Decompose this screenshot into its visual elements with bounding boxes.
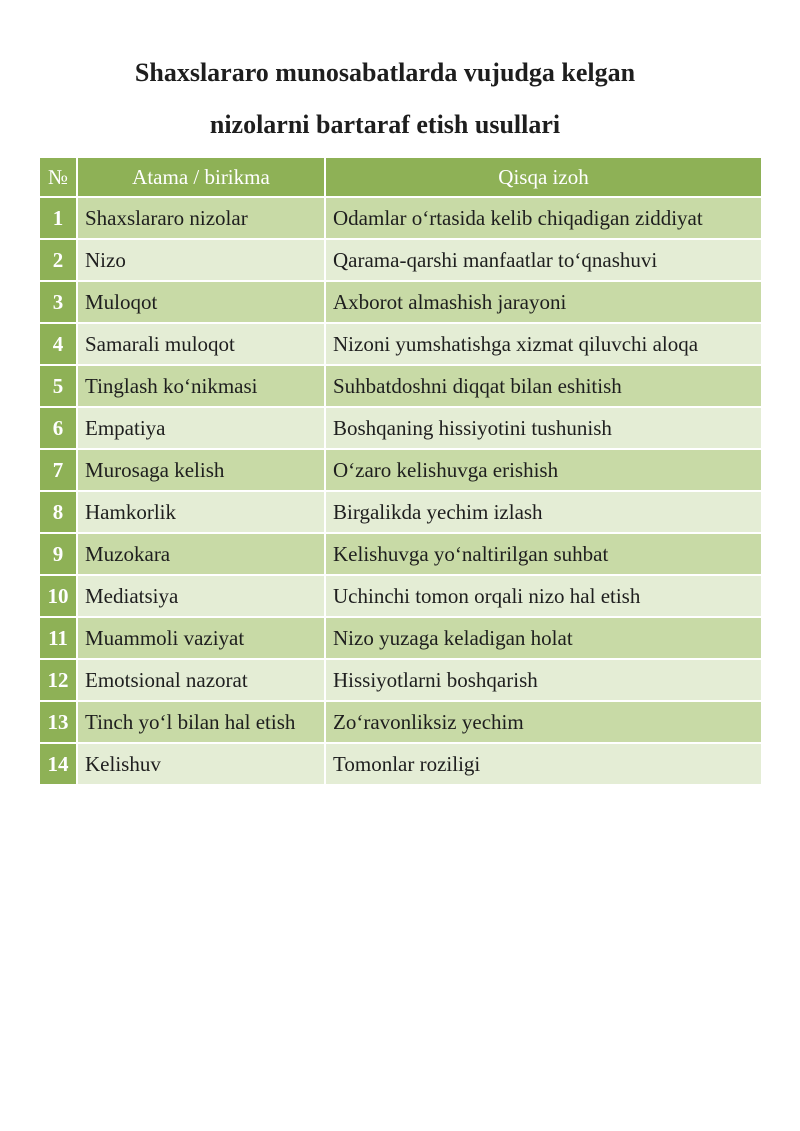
row-term: Mediatsiya xyxy=(78,576,326,618)
row-term: Hamkorlik xyxy=(78,492,326,534)
row-description: Axborot almashish jarayoni xyxy=(326,282,761,324)
row-number: 4 xyxy=(40,324,78,366)
row-description: Kelishuvga yo‘naltirilgan suhbat xyxy=(326,534,761,576)
row-description: Birgalikda yechim izlash xyxy=(326,492,761,534)
header-term: Atama / birikma xyxy=(78,158,326,198)
table-row xyxy=(40,324,761,366)
table-header-row xyxy=(40,158,761,198)
row-number: 12 xyxy=(40,660,78,702)
row-number: 5 xyxy=(40,366,78,408)
row-term: Emotsional nazorat xyxy=(78,660,326,702)
row-description: Tomonlar roziligi xyxy=(326,744,761,786)
row-description: Uchinchi tomon orqali nizo hal etish xyxy=(326,576,761,618)
row-description: Qarama-qarshi manfaatlar to‘qnashuvi xyxy=(326,240,761,282)
header-description: Qisqa izoh xyxy=(326,158,761,198)
row-number: 3 xyxy=(40,282,78,324)
row-term: Muloqot xyxy=(78,282,326,324)
row-term: Murosaga kelish xyxy=(78,450,326,492)
row-description: Hissiyotlarni boshqarish xyxy=(326,660,761,702)
row-description: Boshqaning hissiyotini tushunish xyxy=(326,408,761,450)
row-description: Zo‘ravonliksiz yechim xyxy=(326,702,761,744)
table-row xyxy=(40,618,761,660)
table-row xyxy=(40,366,761,408)
row-description: Suhbatdoshni diqqat bilan eshitish xyxy=(326,366,761,408)
row-number: 1 xyxy=(40,198,78,240)
row-description: Odamlar o‘rtasida kelib chiqadigan ziddiyat xyxy=(326,198,761,240)
row-description: Nizoni yumshatishga xizmat qiluvchi aloqa xyxy=(326,324,761,366)
row-number: 13 xyxy=(40,702,78,744)
row-term: Tinglash ko‘nikmasi xyxy=(78,366,326,408)
table-row xyxy=(40,576,761,618)
table-row xyxy=(40,534,761,576)
row-term: Shaxslararo nizolar xyxy=(78,198,326,240)
header-number: № xyxy=(40,158,78,198)
row-term: Nizo xyxy=(78,240,326,282)
row-term: Empatiya xyxy=(78,408,326,450)
row-term: Samarali muloqot xyxy=(78,324,326,366)
table-row xyxy=(40,492,761,534)
table-row xyxy=(40,198,761,240)
table-row xyxy=(40,408,761,450)
row-term: Kelishuv xyxy=(78,744,326,786)
row-number: 6 xyxy=(40,408,78,450)
table-row xyxy=(40,702,761,744)
row-number: 9 xyxy=(40,534,78,576)
row-number: 7 xyxy=(40,450,78,492)
table-row xyxy=(40,450,761,492)
page-title-line-2: nizolarni bartaraf etish usullari xyxy=(209,110,561,139)
row-number: 8 xyxy=(40,492,78,534)
table-row xyxy=(40,240,761,282)
row-term: Muammoli vaziyat xyxy=(78,618,326,660)
page-title-line-1: Shaxslararo munosabatlarda vujudga kelgan xyxy=(134,58,636,87)
row-number: 11 xyxy=(40,618,78,660)
table-row xyxy=(40,660,761,702)
row-term: Tinch yo‘l bilan hal etish xyxy=(78,702,326,744)
row-description: Nizo yuzaga keladigan holat xyxy=(326,618,761,660)
row-number: 10 xyxy=(40,576,78,618)
terms-table xyxy=(40,158,761,786)
row-description: O‘zaro kelishuvga erishish xyxy=(326,450,761,492)
row-number: 14 xyxy=(40,744,78,786)
row-number: 2 xyxy=(40,240,78,282)
table-row xyxy=(40,282,761,324)
row-term: Muzokara xyxy=(78,534,326,576)
table-row xyxy=(40,744,761,786)
